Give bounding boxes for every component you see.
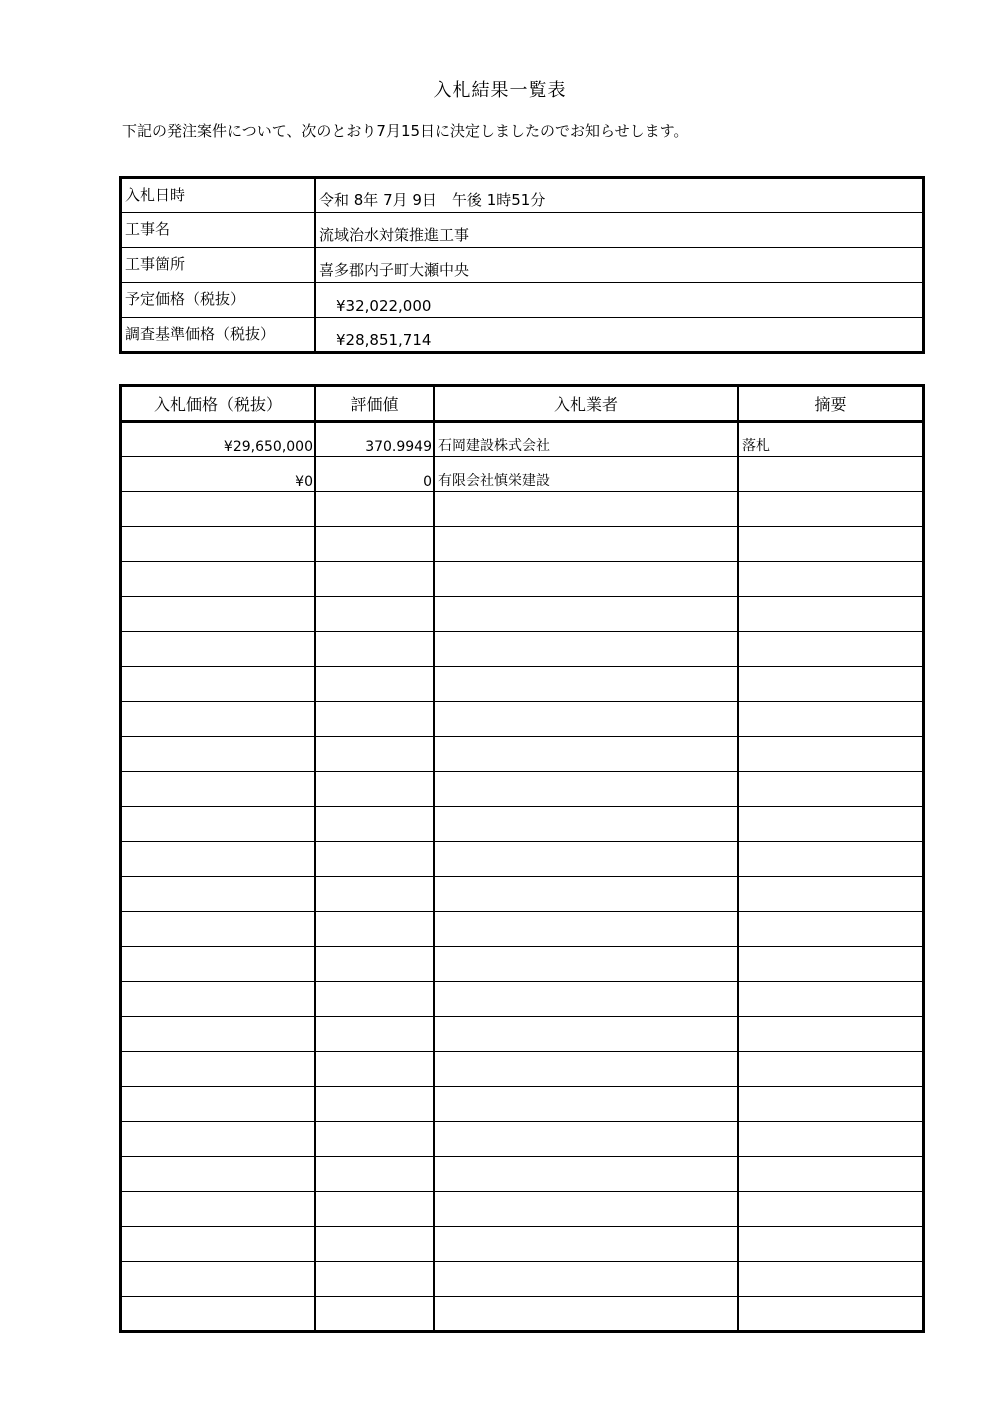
empty-cell [315, 702, 434, 737]
empty-cell [738, 772, 924, 807]
header-score: 評価値 [315, 386, 434, 422]
empty-table-row [121, 1297, 924, 1332]
bidder-cell: 石岡建設株式会社 [434, 422, 738, 457]
empty-cell [315, 947, 434, 982]
empty-cell [738, 877, 924, 912]
empty-cell [738, 1227, 924, 1262]
empty-table-row [121, 842, 924, 877]
empty-cell [315, 632, 434, 667]
bid-results-table [119, 384, 925, 1333]
empty-cell [434, 1227, 738, 1262]
empty-table-row [121, 1017, 924, 1052]
empty-cell [315, 1052, 434, 1087]
empty-cell [434, 1087, 738, 1122]
empty-cell [738, 1087, 924, 1122]
empty-cell [738, 737, 924, 772]
empty-cell [738, 597, 924, 632]
empty-cell [121, 702, 316, 737]
empty-cell [121, 1017, 316, 1052]
empty-cell [315, 842, 434, 877]
empty-table-row [121, 737, 924, 772]
empty-cell [121, 492, 316, 527]
empty-table-row [121, 947, 924, 982]
header-price: 入札価格（税抜） [121, 386, 316, 422]
empty-cell [121, 597, 316, 632]
empty-cell [434, 947, 738, 982]
empty-cell [738, 1122, 924, 1157]
empty-cell [738, 1157, 924, 1192]
empty-cell [121, 1297, 316, 1332]
empty-cell [738, 1017, 924, 1052]
remark-cell [738, 457, 924, 492]
empty-cell [315, 597, 434, 632]
empty-table-row [121, 597, 924, 632]
info-label: 入札日時 [121, 178, 316, 213]
info-value: 令和 8年 7月 9日 午後 1時51分 [315, 178, 924, 213]
empty-cell [434, 1192, 738, 1227]
empty-cell [121, 527, 316, 562]
empty-cell [121, 1122, 316, 1157]
info-row-location [121, 248, 924, 283]
empty-table-row [121, 1227, 924, 1262]
empty-cell [121, 737, 316, 772]
empty-table-row [121, 877, 924, 912]
info-label: 調査基準価格（税抜） [121, 318, 316, 353]
empty-cell [434, 667, 738, 702]
empty-cell [434, 562, 738, 597]
info-row-planned-price [121, 283, 924, 318]
empty-cell [121, 842, 316, 877]
empty-cell [434, 1017, 738, 1052]
empty-table-row [121, 1122, 924, 1157]
info-label: 工事名 [121, 213, 316, 248]
empty-cell [121, 1262, 316, 1297]
empty-cell [315, 912, 434, 947]
info-value: 流域治水対策推進工事 [315, 213, 924, 248]
empty-cell [738, 632, 924, 667]
empty-cell [315, 1297, 434, 1332]
info-row-base-price [121, 318, 924, 353]
empty-table-row [121, 702, 924, 737]
empty-table-row [121, 1052, 924, 1087]
notice-text: 下記の発注案件について、次のとおり7月15日に決定しましたのでお知らせします。 [122, 122, 689, 140]
empty-cell [121, 877, 316, 912]
empty-cell [738, 667, 924, 702]
empty-cell [434, 1157, 738, 1192]
bid-price-cell: ¥29,650,000 [121, 422, 316, 457]
empty-cell [121, 667, 316, 702]
empty-cell [121, 982, 316, 1017]
empty-table-row [121, 1087, 924, 1122]
empty-cell [121, 1052, 316, 1087]
empty-cell [434, 877, 738, 912]
empty-cell [315, 492, 434, 527]
score-cell: 370.9949 [315, 422, 434, 457]
empty-table-row [121, 807, 924, 842]
empty-cell [315, 667, 434, 702]
table-row [121, 457, 924, 492]
info-value: ¥32,022,000 [315, 283, 924, 318]
header-bidder: 入札業者 [434, 386, 738, 422]
empty-cell [315, 737, 434, 772]
empty-cell [121, 947, 316, 982]
empty-cell [315, 1192, 434, 1227]
empty-table-row [121, 632, 924, 667]
empty-cell [434, 632, 738, 667]
empty-table-row [121, 667, 924, 702]
empty-cell [315, 772, 434, 807]
empty-cell [121, 1087, 316, 1122]
remark-cell: 落札 [738, 422, 924, 457]
empty-table-row [121, 982, 924, 1017]
empty-cell [315, 982, 434, 1017]
empty-cell [434, 702, 738, 737]
empty-cell [434, 1297, 738, 1332]
empty-cell [738, 1297, 924, 1332]
info-row-project-name [121, 213, 924, 248]
empty-cell [315, 1262, 434, 1297]
empty-cell [434, 807, 738, 842]
empty-cell [315, 527, 434, 562]
empty-cell [738, 842, 924, 877]
empty-cell [121, 632, 316, 667]
header-remark: 摘要 [738, 386, 924, 422]
empty-cell [738, 562, 924, 597]
info-value: ¥28,851,714 [315, 318, 924, 353]
empty-cell [315, 1017, 434, 1052]
info-label: 予定価格（税抜） [121, 283, 316, 318]
empty-table-row [121, 1157, 924, 1192]
empty-cell [738, 912, 924, 947]
empty-cell [315, 1227, 434, 1262]
empty-cell [315, 1157, 434, 1192]
empty-cell [315, 877, 434, 912]
empty-table-row [121, 912, 924, 947]
empty-cell [315, 1122, 434, 1157]
empty-cell [434, 982, 738, 1017]
empty-cell [738, 1192, 924, 1227]
empty-cell [434, 842, 738, 877]
empty-cell [434, 737, 738, 772]
empty-cell [315, 1087, 434, 1122]
empty-cell [434, 1122, 738, 1157]
empty-cell [738, 1052, 924, 1087]
empty-cell [738, 702, 924, 737]
empty-cell [121, 1157, 316, 1192]
info-value: 喜多郡内子町大瀬中央 [315, 248, 924, 283]
empty-cell [738, 807, 924, 842]
empty-cell [434, 597, 738, 632]
empty-cell [434, 772, 738, 807]
score-cell: 0 [315, 457, 434, 492]
empty-cell [434, 492, 738, 527]
empty-table-row [121, 772, 924, 807]
empty-table-row [121, 1262, 924, 1297]
empty-cell [434, 912, 738, 947]
empty-table-row [121, 562, 924, 597]
empty-cell [738, 947, 924, 982]
table-row [121, 422, 924, 457]
info-row-bid-datetime [121, 178, 924, 213]
info-label: 工事箇所 [121, 248, 316, 283]
empty-cell [121, 912, 316, 947]
bid-price-cell: ¥0 [121, 457, 316, 492]
results-header-row [121, 386, 924, 422]
empty-cell [121, 1192, 316, 1227]
empty-cell [315, 562, 434, 597]
empty-cell [121, 807, 316, 842]
document-title: 入札結果一覧表 [433, 80, 567, 101]
bid-info-table [119, 176, 925, 354]
empty-cell [738, 527, 924, 562]
empty-cell [738, 1262, 924, 1297]
empty-table-row [121, 527, 924, 562]
empty-table-row [121, 492, 924, 527]
empty-table-row [121, 1192, 924, 1227]
empty-cell [738, 982, 924, 1017]
empty-cell [738, 492, 924, 527]
empty-cell [434, 1052, 738, 1087]
empty-cell [434, 1262, 738, 1297]
empty-cell [121, 772, 316, 807]
empty-cell [121, 1227, 316, 1262]
empty-cell [434, 527, 738, 562]
bidder-cell: 有限会社慎栄建設 [434, 457, 738, 492]
empty-cell [315, 807, 434, 842]
empty-cell [121, 562, 316, 597]
